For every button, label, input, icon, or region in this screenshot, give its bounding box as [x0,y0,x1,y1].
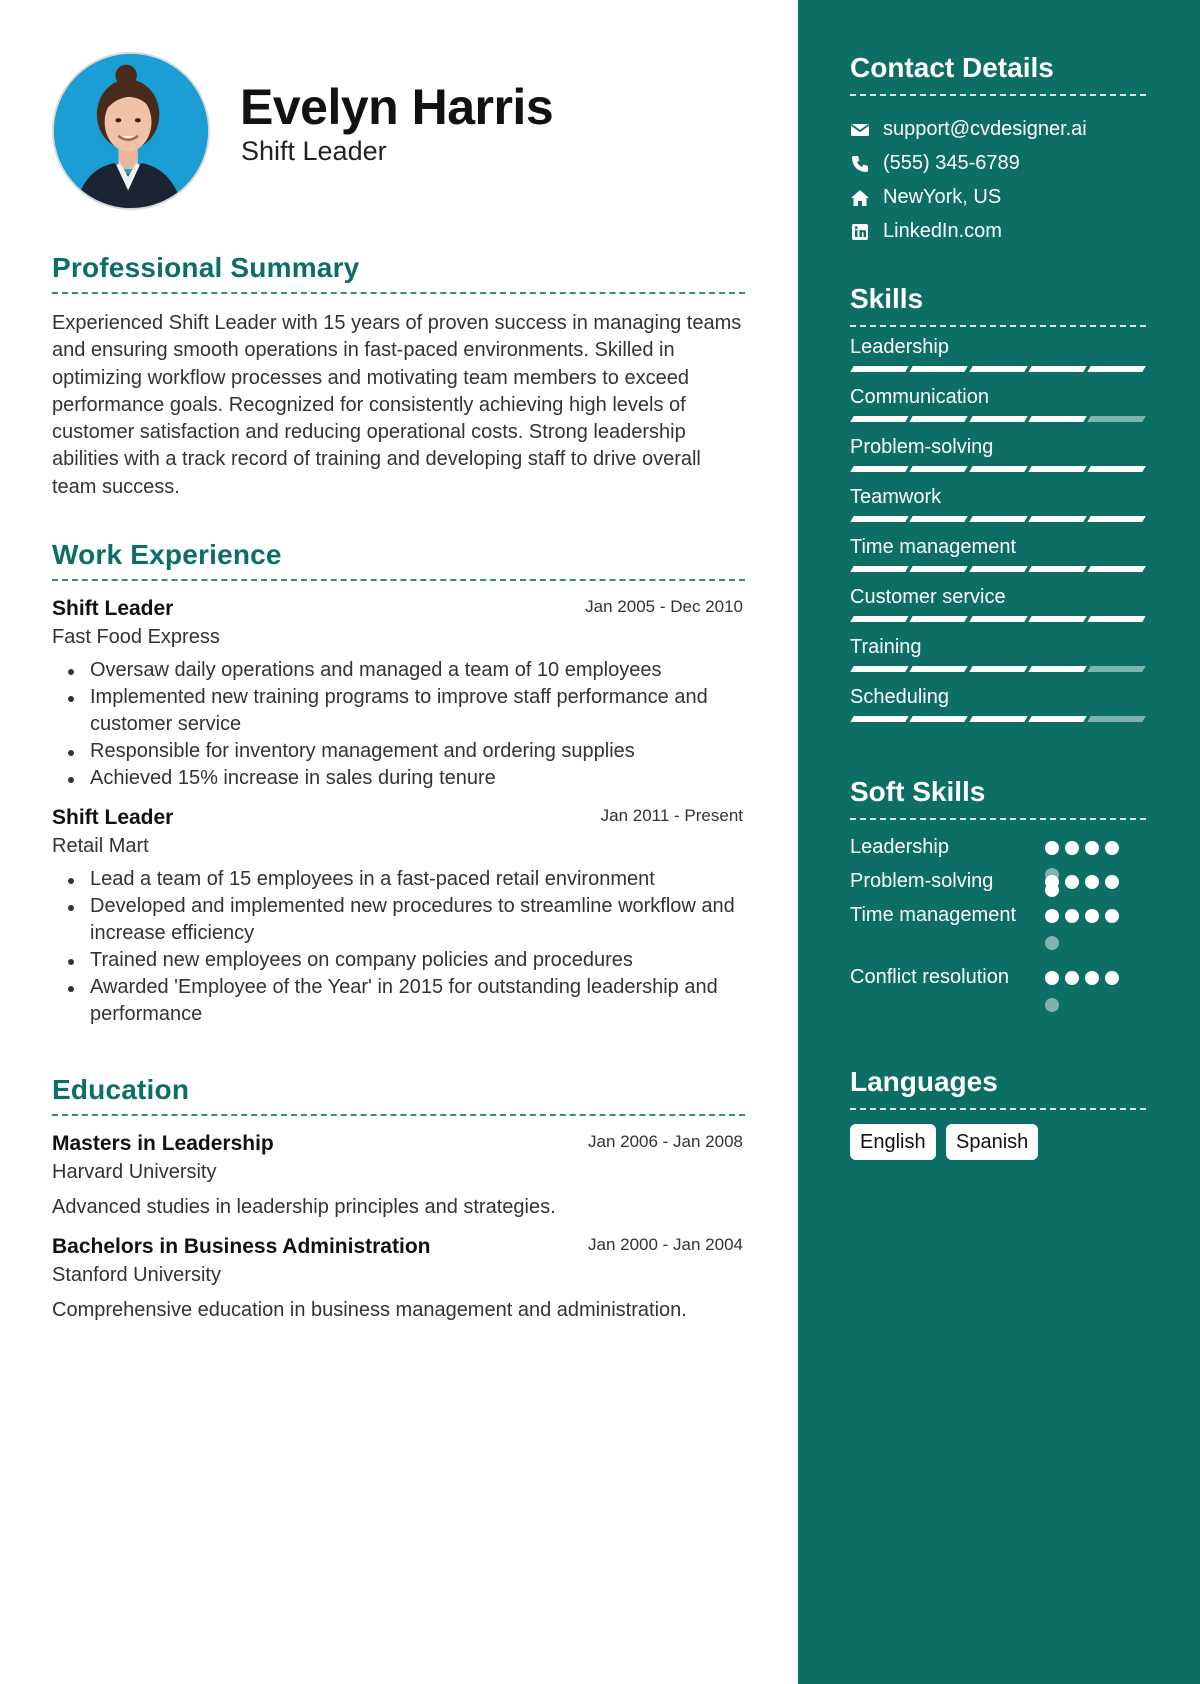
rating-dot [1045,841,1059,855]
rating-dot [1105,971,1119,985]
resume-header [52,52,752,210]
skill-level-segment [1028,616,1086,622]
experience-role: Shift Leader [52,597,174,620]
contact-phone-text: (555) 345-6789 [883,152,1020,174]
skill-level-segment [1087,716,1145,722]
candidate-name: Evelyn Harris [240,79,554,135]
skill-item [850,677,1146,727]
soft-skills-section [850,776,1146,1024]
candidate-title: Shift Leader [241,136,387,166]
skill-name: Communication [850,386,989,408]
experience-bullets [52,866,745,1028]
education-dates: Jan 2006 - Jan 2008 [587,1132,743,1151]
skill-level-segment [850,566,908,572]
skill-item [850,477,1146,527]
skill-level-segment [1087,516,1145,522]
list-item: Awarded 'Employee of the Year' in 2015 for outstanding leadership and performance [90,974,745,1028]
languages-section [850,1066,1146,1160]
skill-level-bar [852,516,1144,522]
languages-list [850,1124,1146,1160]
list-item: Responsible for inventory management and ordering supplies [90,738,745,765]
skills-list [850,327,1146,727]
skill-level-segment [850,716,908,722]
skill-level-bar [852,666,1144,672]
contact-location [850,182,1146,216]
education-dates: Jan 2000 - Jan 2004 [587,1235,743,1254]
linkedin-icon [850,222,870,242]
skill-level-bar [852,566,1144,572]
skill-level-segment [969,466,1027,472]
avatar-illustration [54,54,208,208]
skill-name: Training [850,636,922,658]
contact-linkedin[interactable] [850,216,1146,250]
skill-item [850,577,1146,627]
education-entry [52,1132,745,1221]
skill-level-segment [969,666,1027,672]
education-heading: Education [52,1074,745,1116]
education-degree: Masters in Leadership [52,1132,274,1155]
rating-dot [1065,875,1079,889]
rating-dot [1045,936,1059,950]
list-item: Implemented new training programs to improve staff performance and customer service [90,684,745,738]
rating-dot [1045,998,1059,1012]
skill-level-segment [1028,666,1086,672]
skill-item [850,427,1146,477]
soft-skill-rating [1045,971,1135,985]
experience-dates: Jan 2005 - Dec 2010 [585,597,743,616]
list-item: Trained new employees on company policies and procedures [90,947,745,974]
skill-item [850,377,1146,427]
skill-level-segment [1028,466,1086,472]
skill-level-segment [910,466,968,472]
education-description: Comprehensive education in business management and administration. [52,1299,687,1321]
skill-level-segment [850,616,908,622]
phone-icon [850,154,870,174]
soft-skills-heading: Soft Skills [850,776,1146,820]
skills-heading: Skills [850,283,1146,327]
experience-section [52,539,745,1028]
skill-item [850,627,1146,677]
education-description: Advanced studies in leadership principles and strategies. [52,1196,556,1218]
skill-name: Time management [850,536,1016,558]
rating-dot [1045,883,1059,897]
experience-entry [52,806,745,1028]
skill-level-segment [969,416,1027,422]
soft-skill-item [850,834,1146,868]
skill-level-segment [850,416,908,422]
rating-dot [1085,875,1099,889]
education-school: Stanford University [52,1264,221,1286]
soft-skill-item [850,964,1146,1024]
skill-level-segment [1087,616,1145,622]
languages-heading: Languages [850,1066,1146,1110]
skill-level-bar [852,616,1144,622]
contact-email-text: support@cvdesigner.ai [883,118,1087,140]
language-chip: Spanish [946,1124,1038,1160]
skill-level-segment [969,716,1027,722]
experience-heading: Work Experience [52,539,745,581]
skill-name: Customer service [850,586,1006,608]
list-item: Achieved 15% increase in sales during tenure [90,765,745,792]
contact-email[interactable] [850,114,1146,148]
summary-text: Experienced Shift Leader with 15 years of proven success in managing teams and ensuring smooth operations in fast-paced environments. Skilled in optimizing workflow processes and motivating team members to exceed performance goals. Recognized for consistently achieving high levels of customer satisfaction and reducing operational costs. Strong leadership abilities with a track record of training and developing staff to drive overall team success. [52,312,742,498]
skill-level-bar [852,366,1144,372]
experience-company: Retail Mart [52,835,149,857]
soft-skill-name: Problem-solving [850,870,994,892]
skill-level-segment [1087,566,1145,572]
skill-name: Teamwork [850,486,942,508]
education-degree: Bachelors in Business Administration [52,1235,431,1258]
soft-skill-item [850,902,1146,964]
skill-level-segment [1028,516,1086,522]
soft-skill-name: Time management [850,904,1016,926]
experience-entry [52,597,745,792]
contact-phone[interactable] [850,148,1146,182]
experience-company: Fast Food Express [52,626,220,648]
skill-name: Leadership [850,336,949,358]
skill-level-segment [850,666,908,672]
skill-item [850,327,1146,377]
skill-level-segment [910,366,968,372]
rating-dot [1085,971,1099,985]
list-item: Oversaw daily operations and managed a team of 10 employees [90,657,745,684]
experience-dates: Jan 2011 - Present [600,806,743,825]
soft-skills-list [850,834,1146,1024]
skill-level-segment [910,566,968,572]
rating-dot [1045,971,1059,985]
summary-section [52,252,745,501]
skill-level-segment [910,716,968,722]
skill-name: Problem-solving [850,436,994,458]
rating-dot [1105,909,1119,923]
skill-level-segment [910,616,968,622]
skill-item [850,527,1146,577]
skill-level-segment [969,566,1027,572]
experience-role: Shift Leader [52,806,174,829]
skill-level-segment [969,366,1027,372]
list-item: Lead a team of 15 employees in a fast-paced retail environment [90,866,745,893]
skill-level-bar [852,716,1144,722]
soft-skill-rating [1045,841,1135,855]
rating-dot [1065,841,1079,855]
skill-level-segment [1087,366,1145,372]
sidebar [798,0,1200,1684]
rating-dot [1065,971,1079,985]
skill-level-segment [910,516,968,522]
envelope-icon [850,120,870,140]
skill-level-segment [1028,366,1086,372]
rating-dot [1085,909,1099,923]
soft-skill-rating [1045,909,1135,923]
language-chip: English [850,1124,936,1160]
education-section [52,1074,745,1324]
contact-heading: Contact Details [850,52,1146,96]
contact-section [850,52,1146,250]
education-school: Harvard University [52,1161,217,1183]
rating-dot [1065,909,1079,923]
soft-skill-name: Conflict resolution [850,966,1009,988]
home-icon [850,188,870,208]
skill-level-segment [910,666,968,672]
soft-skill-name: Leadership [850,836,949,858]
summary-heading: Professional Summary [52,252,745,294]
skill-level-segment [850,466,908,472]
skill-level-segment [910,416,968,422]
education-entry [52,1235,745,1324]
experience-bullets [52,657,745,792]
contact-location-text: NewYork, US [883,186,1002,208]
skill-name: Scheduling [850,686,949,708]
rating-dot [1045,909,1059,923]
rating-dot [1105,841,1119,855]
soft-skill-rating [1045,875,1135,889]
skills-section [850,283,1146,727]
soft-skill-item [850,868,1146,902]
skill-level-segment [1087,466,1145,472]
skill-level-segment [1087,416,1145,422]
rating-dot [1085,841,1099,855]
contact-linkedin-text: LinkedIn.com [883,220,1002,242]
profile-photo [52,52,210,210]
skill-level-segment [850,366,908,372]
skill-level-segment [969,516,1027,522]
list-item: Developed and implemented new procedures to streamline workflow and increase efficiency [90,893,745,947]
skill-level-segment [969,616,1027,622]
skill-level-segment [1028,566,1086,572]
skill-level-segment [850,516,908,522]
skill-level-segment [1028,416,1086,422]
skill-level-segment [1087,666,1145,672]
rating-dot [1105,875,1119,889]
skill-level-bar [852,416,1144,422]
skill-level-bar [852,466,1144,472]
skill-level-segment [1028,716,1086,722]
